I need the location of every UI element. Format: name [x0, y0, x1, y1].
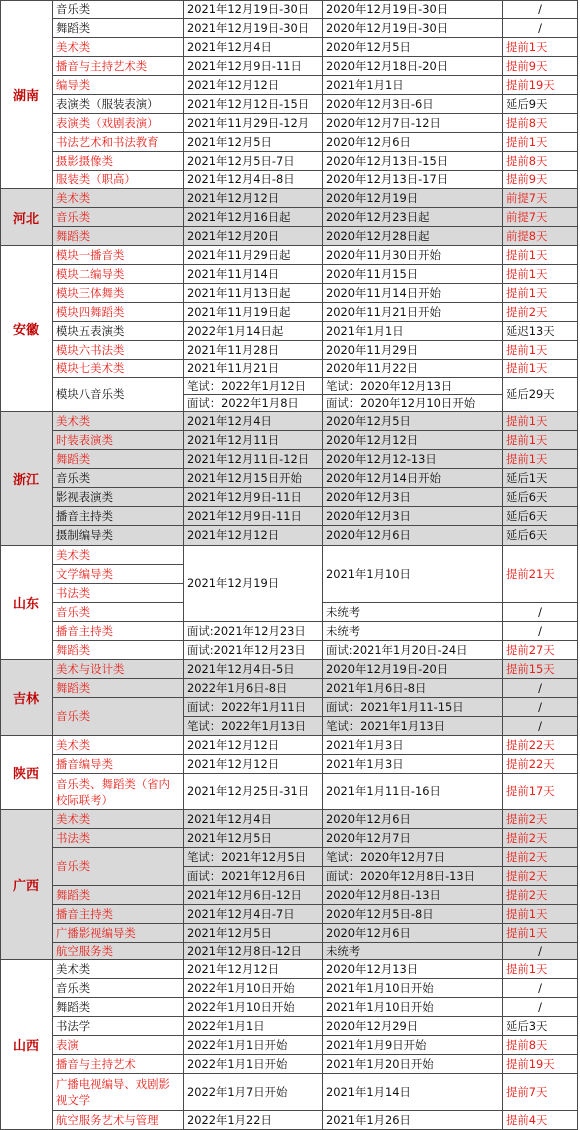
date-2022-cell: 2022年1月22日 [184, 1111, 323, 1130]
category-cell: 表演 [53, 1036, 184, 1055]
difference-cell: 提前1天 [503, 960, 578, 979]
province-cell: 河北 [0, 189, 53, 246]
date-2022-cell: 2021年12月19日-30日 [184, 0, 323, 19]
date-2022-cell: 2021年11月29日起 [184, 246, 323, 265]
date-2021-cell: 面试：2020年12月10日开始 [323, 395, 503, 412]
date-2021-cell: 未统考 [323, 603, 503, 622]
category-cell: 音乐类 [53, 469, 184, 488]
difference-cell: 提前1天 [503, 246, 578, 265]
table-left-border [0, 0, 1, 1130]
category-cell: 舞蹈类 [53, 886, 184, 905]
difference-cell: 前提8天 [503, 227, 578, 246]
date-2022-cell: 2022年1月10日开始 [184, 998, 323, 1017]
date-2021-cell: 2021年1月26日 [323, 1111, 503, 1130]
date-2022-cell: 2022年1月6日-8日 [184, 679, 323, 698]
category-cell: 音乐类 [53, 603, 184, 622]
date-2021-cell: 2020年12月7日 [323, 829, 503, 848]
difference-cell: 提前1天 [503, 133, 578, 152]
category-cell: 模块七美术类 [53, 360, 184, 378]
date-2022-cell: 面试：2022年1月8日 [184, 395, 323, 412]
difference-cell: 提前15天 [503, 660, 578, 679]
category-cell: 广播电视编导、戏剧影视文学 [53, 1074, 184, 1111]
difference-cell: / [503, 717, 578, 736]
category-cell: 表演类（服装表演） [53, 95, 184, 114]
date-2022-cell: 2021年12月12日 [184, 189, 323, 208]
province-cell: 安徽 [0, 246, 53, 412]
date-2021-cell: 2020年12月5日 [323, 38, 503, 57]
date-2022-cell: 2021年12月4日-8日 [184, 171, 323, 189]
category-cell: 编导类 [53, 76, 184, 95]
date-2021-cell: 2021年1月14日 [323, 1074, 503, 1111]
date-2021-cell: 2020年12月6日 [323, 133, 503, 152]
category-cell: 影视表演类 [53, 488, 184, 507]
province-cell: 陕西 [0, 736, 53, 810]
date-2021-cell: 2021年1月6日-8日 [323, 679, 503, 698]
difference-cell: / [503, 698, 578, 717]
date-2022-cell: 2021年12月5日 [184, 829, 323, 848]
date-2021-cell: 2020年12月13日-17日 [323, 171, 503, 189]
category-cell: 播音与主持艺术 [53, 1055, 184, 1074]
date-2021-cell: 2020年12月19日-20日 [323, 660, 503, 679]
difference-cell: 提前2天 [503, 303, 578, 322]
date-2021-cell: 2021年1月1日 [323, 76, 503, 95]
date-2022-cell: 2022年1月10日开始 [184, 979, 323, 998]
date-2021-cell: 2020年12月29日 [323, 1017, 503, 1036]
date-2021-cell: 2020年12月6日 [323, 924, 503, 943]
date-2022-cell: 2022年1月1日开始 [184, 1055, 323, 1074]
difference-cell: 前提7天 [503, 208, 578, 227]
category-cell: 服装类（职高） [53, 171, 184, 189]
date-2022-cell: 笔试：2022年1月12日 [184, 378, 323, 395]
difference-cell: / [503, 603, 578, 622]
date-2022-cell: 2021年11月21日 [184, 360, 323, 378]
date-2022-cell: 2021年12月12日-15日 [184, 95, 323, 114]
category-cell: 模块五表演类 [53, 322, 184, 341]
difference-cell: 提前27天 [503, 641, 578, 660]
category-cell: 舞蹈类 [53, 227, 184, 246]
date-2022-cell: 面试:2021年12月23日 [184, 622, 323, 641]
category-cell: 美术类 [53, 736, 184, 755]
category-cell: 模块六书法类 [53, 341, 184, 360]
date-2022-cell: 2021年12月6日-12日 [184, 886, 323, 905]
category-cell: 书法类 [53, 584, 184, 603]
date-2022-cell: 2021年12月4日-7日 [184, 905, 323, 924]
date-2022-cell: 面试：2022年1月11日 [184, 698, 323, 717]
difference-cell: 提前1天 [503, 431, 578, 450]
difference-cell: 提前8天 [503, 114, 578, 133]
date-2022-cell: 面试:2021年12月23日 [184, 641, 323, 660]
category-cell: 播音主持类 [53, 622, 184, 641]
difference-cell: 提前1天 [503, 341, 578, 360]
date-2021-cell: 2020年12月7日-12日 [323, 114, 503, 133]
date-2021-cell: 2020年12月19日 [323, 189, 503, 208]
difference-cell: 提前2天 [503, 886, 578, 905]
province-cell: 吉林 [0, 660, 53, 736]
date-2021-cell: 2020年12月12-13日 [323, 450, 503, 469]
difference-cell: 延后29天 [503, 378, 578, 412]
difference-cell: / [503, 0, 578, 19]
difference-cell: 提前8天 [503, 1036, 578, 1055]
difference-cell: 提前1天 [503, 412, 578, 431]
date-2021-cell: 2020年12月18日-20日 [323, 57, 503, 76]
category-cell: 音乐类 [53, 698, 184, 736]
date-2022-cell: 2021年12月15日开始 [184, 469, 323, 488]
category-cell: 书法艺术和书法教育 [53, 133, 184, 152]
difference-cell: 提前22天 [503, 736, 578, 755]
date-2022-cell: 2021年12月9日-11日 [184, 488, 323, 507]
province-cell: 浙江 [0, 412, 53, 546]
date-2022-cell: 2021年12月8日-12日 [184, 943, 323, 960]
date-2021-cell: 2020年12月5日 [323, 412, 503, 431]
difference-cell: 提前22天 [503, 755, 578, 774]
date-2022-cell: 2021年12月5日-7日 [184, 152, 323, 171]
date-2021-cell: 面试:2021年1月20日-24日 [323, 641, 503, 660]
category-cell: 舞蹈类 [53, 641, 184, 660]
date-2021-cell: 2020年12月3日 [323, 488, 503, 507]
category-cell: 美术类 [53, 546, 184, 565]
date-2021-cell: 2020年12月13日-15日 [323, 152, 503, 171]
category-cell: 表演类（戏剧表演） [53, 114, 184, 133]
date-2021-cell: 2020年11月14日开始 [323, 284, 503, 303]
date-2021-cell: 2020年11月29日 [323, 341, 503, 360]
category-cell: 模块三体舞类 [53, 284, 184, 303]
category-cell: 美术类 [53, 412, 184, 431]
category-cell: 播音与主持艺术类 [53, 57, 184, 76]
date-2021-cell: 2020年12月3日 [323, 507, 503, 526]
date-2021-cell: 未统考 [323, 622, 503, 641]
category-cell: 书法学 [53, 1017, 184, 1036]
category-cell: 美术类 [53, 810, 184, 829]
date-2022-cell: 2021年12月12日 [184, 526, 323, 546]
category-cell: 模块四舞蹈类 [53, 303, 184, 322]
category-cell: 模块八音乐类 [53, 378, 184, 412]
difference-cell: 前提7天 [503, 189, 578, 208]
category-cell: 航空服务类 [53, 943, 184, 960]
category-cell: 文学编导类 [53, 565, 184, 584]
date-2021-cell: 笔试：2020年12月13日 [323, 378, 503, 395]
difference-cell: 提前21天 [503, 546, 578, 603]
date-2021-cell: 未统考 [323, 943, 503, 960]
difference-cell: 提前9天 [503, 57, 578, 76]
date-2021-cell: 2020年12月8日-13日 [323, 886, 503, 905]
date-2021-cell: 2021年1月10日开始 [323, 979, 503, 998]
difference-cell: / [503, 943, 578, 960]
date-2022-cell: 2021年12月9日-11日 [184, 57, 323, 76]
date-2022-cell: 2021年11月28日 [184, 341, 323, 360]
date-2021-cell: 2021年1月10日 [323, 546, 503, 603]
province-cell: 湖南 [0, 0, 53, 189]
date-2021-cell: 2020年12月12日 [323, 431, 503, 450]
date-2021-cell: 2021年1月9日开始 [323, 1036, 503, 1055]
category-cell: 摄制编导类 [53, 526, 184, 546]
difference-cell: 提前8天 [503, 152, 578, 171]
category-cell: 舞蹈类 [53, 19, 184, 38]
date-2022-cell: 2021年12月12日 [184, 755, 323, 774]
difference-cell: 延后1天 [503, 469, 578, 488]
date-2022-cell: 2021年12月19日-30日 [184, 19, 323, 38]
date-2022-cell: 2022年1月14日起 [184, 322, 323, 341]
category-cell: 音乐类 [53, 208, 184, 227]
category-cell: 摄影摄像类 [53, 152, 184, 171]
category-cell: 音乐类 [53, 979, 184, 998]
difference-cell: 提前19天 [503, 76, 578, 95]
difference-cell: 延后6天 [503, 488, 578, 507]
category-cell: 播音主持类 [53, 507, 184, 526]
date-2022-cell: 2021年11月13日起 [184, 284, 323, 303]
difference-cell: / [503, 979, 578, 998]
category-cell: 播音主持类 [53, 905, 184, 924]
date-2022-cell: 2021年12月12日 [184, 960, 323, 979]
difference-cell: / [503, 19, 578, 38]
date-2022-cell: 2021年12月25日-31日 [184, 774, 323, 810]
date-2022-cell: 2021年12月4日 [184, 38, 323, 57]
date-2022-cell: 2021年12月4日 [184, 810, 323, 829]
category-cell: 舞蹈类 [53, 450, 184, 469]
date-2021-cell: 2021年1月3日 [323, 736, 503, 755]
date-2022-cell: 2021年12月16日起 [184, 208, 323, 227]
difference-cell: 提前1天 [503, 284, 578, 303]
category-cell: 舞蹈类 [53, 679, 184, 698]
date-2022-cell: 2021年12月19日 [184, 546, 323, 622]
category-cell: 美术类 [53, 38, 184, 57]
date-2022-cell: 2021年12月4日-5日 [184, 660, 323, 679]
date-2021-cell: 笔试：2020年12月7日 [323, 848, 503, 867]
date-2021-cell: 2020年12月5日-8日 [323, 905, 503, 924]
province-cell: 山西 [0, 960, 53, 1130]
date-2022-cell: 2021年12月5日 [184, 924, 323, 943]
date-2021-cell: 2020年12月23日起 [323, 208, 503, 227]
category-cell: 书法类 [53, 829, 184, 848]
date-2021-cell: 面试：2021年1月11-15日 [323, 698, 503, 717]
date-2021-cell: 2020年12月19日-30日 [323, 0, 503, 19]
province-cell: 山东 [0, 546, 53, 660]
difference-cell: 提前1天 [503, 38, 578, 57]
date-2021-cell: 2021年1月20日开始 [323, 1055, 503, 1074]
difference-cell: / [503, 622, 578, 641]
category-cell: 美术类 [53, 960, 184, 979]
difference-cell: 延后9天 [503, 95, 578, 114]
difference-cell: 提前1天 [503, 265, 578, 284]
difference-cell: 延迟13天 [503, 322, 578, 341]
difference-cell: 延后6天 [503, 526, 578, 546]
date-2021-cell: 2020年11月15日 [323, 265, 503, 284]
difference-cell: 提前1天 [503, 905, 578, 924]
date-2022-cell: 2021年11月19日起 [184, 303, 323, 322]
category-cell: 音乐类 [53, 0, 184, 19]
table-top-border [0, 0, 578, 1]
difference-cell: 提前7天 [503, 1074, 578, 1111]
date-2022-cell: 2021年12月9日-11日 [184, 507, 323, 526]
date-2021-cell: 2021年1月3日 [323, 755, 503, 774]
date-2022-cell: 面试：2021年12月6日 [184, 867, 323, 886]
date-2022-cell: 2022年1月1日 [184, 1017, 323, 1036]
date-2022-cell: 2021年12月4日 [184, 412, 323, 431]
difference-cell: 提前4天 [503, 1111, 578, 1130]
category-cell: 音乐类、舞蹈类（省内校际联考） [53, 774, 184, 810]
date-2022-cell: 2022年1月7日开始 [184, 1074, 323, 1111]
difference-cell: 提前1天 [503, 924, 578, 943]
category-cell: 舞蹈类 [53, 998, 184, 1017]
category-cell: 模块一播音类 [53, 246, 184, 265]
date-2021-cell: 2020年12月28日起 [323, 227, 503, 246]
difference-cell: 提前1天 [503, 360, 578, 378]
difference-cell: 延后6天 [503, 507, 578, 526]
date-2022-cell: 2021年12月20日 [184, 227, 323, 246]
province-cell: 广西 [0, 810, 53, 960]
date-2022-cell: 2021年12月12日 [184, 76, 323, 95]
difference-cell: / [503, 998, 578, 1017]
date-2022-cell: 2021年12月5日 [184, 133, 323, 152]
category-cell: 广播影视编导类 [53, 924, 184, 943]
date-2021-cell: 2020年11月21日开始 [323, 303, 503, 322]
category-cell: 美术类 [53, 189, 184, 208]
date-2022-cell: 2021年12月11日 [184, 431, 323, 450]
date-2021-cell: 2020年12月14日开始 [323, 469, 503, 488]
date-2021-cell: 笔试：2021年1月13日 [323, 717, 503, 736]
date-2021-cell: 2020年12月6日 [323, 526, 503, 546]
date-2022-cell: 2021年11月14日 [184, 265, 323, 284]
category-cell: 美术与设计类 [53, 660, 184, 679]
date-2021-cell: 2021年1月1日 [323, 322, 503, 341]
date-2022-cell: 笔试：2022年1月13日 [184, 717, 323, 736]
date-2021-cell: 面试：2020年12月8日-13日 [323, 867, 503, 886]
date-2022-cell: 2021年12月12日 [184, 736, 323, 755]
date-2021-cell: 2020年12月13日 [323, 960, 503, 979]
date-2021-cell: 2020年11月30日开始 [323, 246, 503, 265]
date-2021-cell: 2021年1月11日-16日 [323, 774, 503, 810]
difference-cell: 提前17天 [503, 774, 578, 810]
date-2021-cell: 2020年11月22日 [323, 360, 503, 378]
difference-cell: 提前2天 [503, 848, 578, 867]
date-2021-cell: 2020年12月19日-30日 [323, 19, 503, 38]
date-2022-cell: 2021年12月11日-12日 [184, 450, 323, 469]
date-2021-cell: 2020年12月3日-6日 [323, 95, 503, 114]
difference-cell: 提前19天 [503, 1055, 578, 1074]
difference-cell: 提前2天 [503, 829, 578, 848]
date-2021-cell: 2021年1月10日开始 [323, 998, 503, 1017]
difference-cell: / [503, 679, 578, 698]
category-cell: 播音编导类 [53, 755, 184, 774]
date-2022-cell: 2021年11月29日-12月 [184, 114, 323, 133]
category-cell: 模块二编导类 [53, 265, 184, 284]
date-2022-cell: 笔试：2021年12月5日 [184, 848, 323, 867]
category-cell: 音乐类 [53, 848, 184, 886]
category-cell: 航空服务艺术与管理 [53, 1111, 184, 1130]
date-2021-cell: 2020年12月6日 [323, 810, 503, 829]
difference-cell: 提前2天 [503, 810, 578, 829]
difference-cell: 提前2天 [503, 867, 578, 886]
date-2022-cell: 2022年1月1日开始 [184, 1036, 323, 1055]
category-cell: 时装表演类 [53, 431, 184, 450]
difference-cell: 提前9天 [503, 171, 578, 189]
difference-cell: 延后3天 [503, 1017, 578, 1036]
difference-cell: 提前1天 [503, 450, 578, 469]
